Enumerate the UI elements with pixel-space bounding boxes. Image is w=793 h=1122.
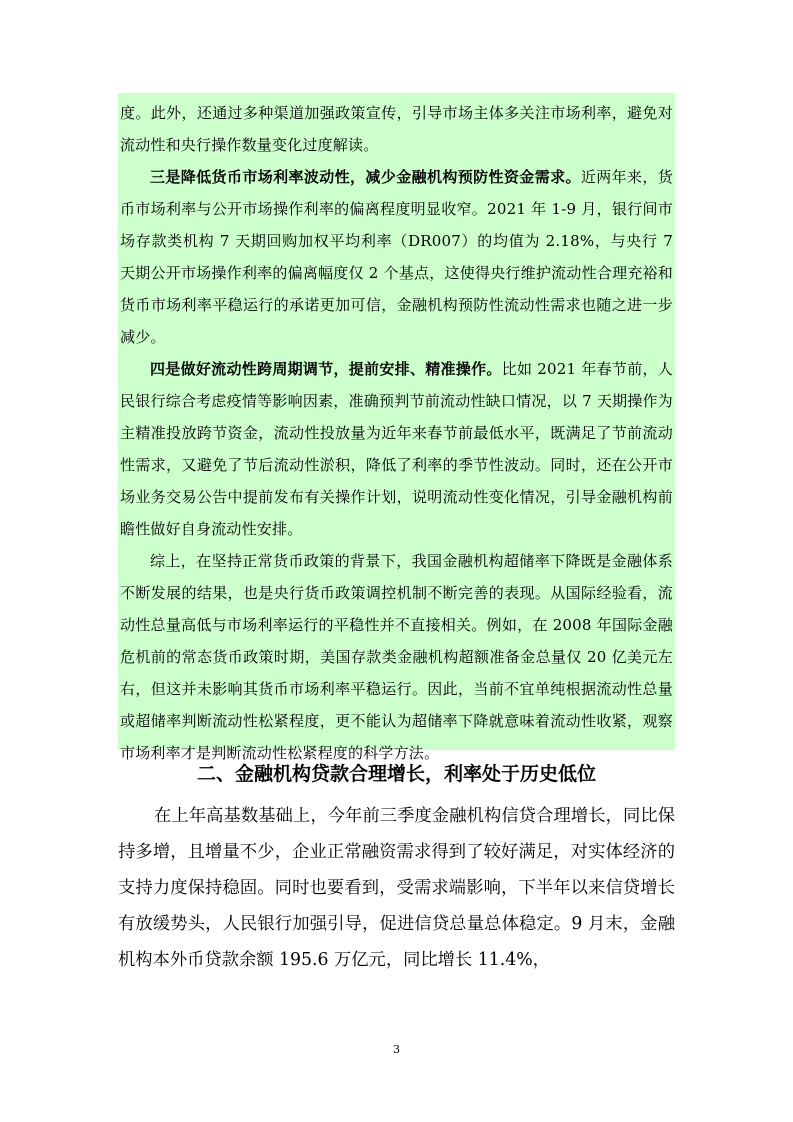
paragraph-body: 近两年来，货币市场利率与公开市场操作利率的偏离程度明显收窄。2021 年 1-9 月，银行间市场存款类机构 7 天期回购加权平均利率（DR007）的均值为 2.18%，与央行 7 天期公开市场操作利率的偏离幅度仅 2 个基点，这使得央行维护流动性合理充裕和货币市场利率平稳运行的承诺更加可信，金融机构预防性流动性需求也随之进一步减少。: [120, 168, 673, 346]
paragraph-summary: 综上，在坚持正常货币政策的背景下，我国金融机构超储率下降既是金融体系不断发展的结果，也是央行货币政策调控机制不断完善的表现。从国际经验看，流动性总量高低与市场利率运行的平稳性并不直接相关。例如，在 2008 年国际金融危机前的常态货币政策时期，美国存款类金融机构超额准备金总量仅 20 亿美元左右，但这并未影响其货币市场利率平稳运行。因此，当前不宜单纯根据流动性总量或超储率判断流动性松紧程度，更不能认为超储率下降就意味着流动性收紧，观察市场利率才是判断流动性松紧程度的科学方法。: [120, 552, 673, 762]
paragraph-lead-bold: 三是降低货币市场利率波动性，减少金融机构预防性资金需求。: [150, 168, 581, 186]
paragraph-policy-communication: 度。此外，还通过多种渠道加强政策宣传，引导市场主体多关注市场利率，避免对流动性和央行操作数量变化过度解读。: [120, 104, 673, 154]
paragraph-reduce-rate-volatility: [120, 161, 673, 353]
paragraph-lead-bold: 四是做好流动性跨周期调节，提前安排、精准操作。: [150, 360, 502, 378]
paragraph-body: 比如 2021 年春节前，人民银行综合考虑疫情等影响因素，准确预判节前流动性缺口情况，以 7 天期操作为主精准投放跨节资金，流动性投放量为近年来春节前最低水平，既满足了节前流动性需求，又避免了节后流动性淤积，降低了利率的季节性波动。同时，还在公开市场业务交易公告中提前发布有关操作计划，说明流动性变化情况，引导金融机构前瞻性做好自身流动性安排。: [120, 360, 673, 538]
paragraph-cross-cycle-adjustment: [120, 353, 673, 545]
page-number: 3: [393, 1043, 400, 1056]
section-heading: 二、金融机构贷款合理增长，利率处于历史低位: [196, 763, 596, 785]
body-paragraph-loans: 在上年高基数基础上，今年前三季度金融机构信贷合理增长，同比保持多增，且增量不少，企业正常融资需求得到了较好满足，对实体经济的支持力度保持稳固。同时也要看到，受需求端影响，下半年以来信贷增长有放缓势头，人民银行加强引导，促进信贷总量总体稳定。9 月末，金融机构本外币贷款余额 195.6 万亿元，同比增长 11.4%，: [118, 806, 675, 970]
highlighted-section: [118, 93, 675, 762]
